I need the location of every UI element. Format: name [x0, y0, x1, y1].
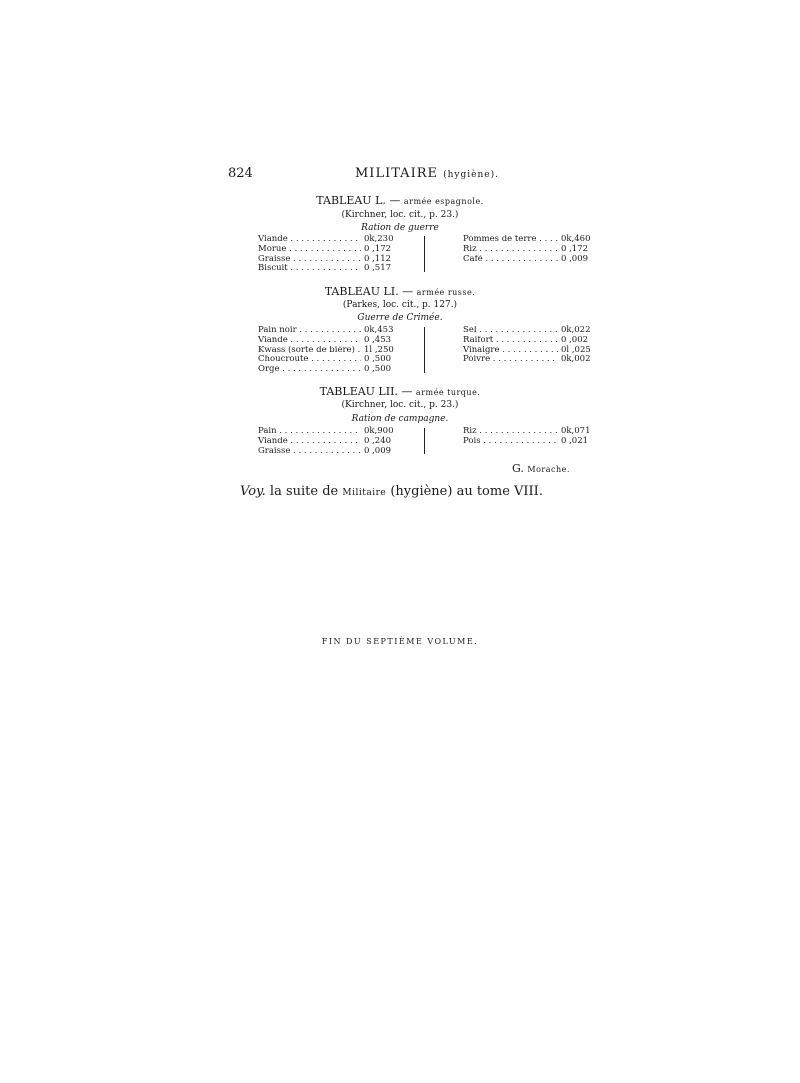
table-left-column: [258, 235, 398, 274]
voy-smallcaps: Militaire: [342, 488, 387, 498]
item-value: 0 ,240: [364, 435, 392, 446]
item-name: Riz . . .: [463, 245, 558, 255]
voy-text: la suite de: [265, 484, 343, 499]
item-value: 0 ,453: [364, 334, 392, 345]
item-name: Café . . .: [463, 255, 558, 265]
table-left-column: [258, 326, 398, 375]
item-value: 0 ,172: [364, 243, 392, 254]
item-value: 0k,460: [561, 234, 591, 244]
item-value: 0k,071: [561, 426, 591, 436]
item-value: 0 ,517: [364, 263, 392, 274]
item-name: Biscuit . . .: [258, 264, 361, 274]
item-name: Sel . . .: [463, 326, 558, 336]
item-name: Kwass (sorte de bière) . . .: [258, 346, 361, 356]
item-name: Pommes de terre . . .: [463, 235, 558, 245]
running-head: [355, 166, 499, 181]
item-name: Riz . . .: [463, 427, 558, 437]
author-signature: [512, 462, 570, 475]
table-subtitle: Guerre de Crimée.: [357, 313, 443, 323]
item-value: 0 ,009: [364, 445, 392, 456]
item-name: Graisse . . .: [258, 255, 361, 265]
item-value: 0 ,172: [561, 243, 589, 254]
item-value: 0 ,009: [561, 253, 589, 264]
table-army: armée turque.: [415, 388, 481, 397]
item-name: Pois . . .: [463, 437, 558, 447]
item-name: Viande . . .: [258, 437, 361, 447]
table-row: [463, 437, 595, 447]
table-number: TABLEAU LII. —: [319, 385, 413, 398]
item-name: Vinaigre . . .: [463, 346, 558, 356]
item-name: Poivre . . .: [463, 355, 558, 365]
voy-prefix: Voy.: [240, 484, 266, 499]
item-name: Pain noir . . .: [258, 326, 361, 336]
table-subtitle: Ration de campagne.: [351, 414, 449, 424]
voy-text-end: (hygiène) au tome VIII.: [386, 484, 543, 499]
item-value: 0 ,500: [364, 354, 392, 365]
item-value: 0l ,025: [561, 344, 591, 355]
item-value: 0 ,002: [561, 334, 589, 345]
running-head-subtitle: (hygiène).: [443, 170, 499, 180]
item-name: Orge . . .: [258, 365, 361, 375]
table-right-column: [463, 235, 595, 264]
table-title: [0, 385, 800, 398]
cross-reference: [240, 484, 543, 499]
item-value: 0k,230: [364, 234, 394, 244]
table-right-column: [463, 326, 595, 365]
item-value: 0k,900: [364, 426, 394, 436]
running-head-title: MILITAIRE: [355, 166, 438, 181]
table-subtitle: Ration de guerre: [361, 223, 439, 233]
table-row: [463, 355, 595, 365]
page-number: 824: [228, 166, 253, 181]
item-name: Pain . . .: [258, 427, 361, 437]
item-name: Viande . . .: [258, 336, 361, 346]
table-row: [258, 365, 398, 375]
table-row: [258, 264, 398, 274]
table-right-column: [463, 427, 595, 447]
item-value: 0 ,112: [364, 253, 392, 264]
item-value: 0k,453: [364, 325, 394, 335]
table-title: [0, 194, 800, 207]
item-name: Choucroute . . .: [258, 355, 361, 365]
item-name: Morue . . .: [258, 245, 361, 255]
item-name: Raifort . . .: [463, 336, 558, 346]
column-divider: [424, 236, 425, 272]
table-army: armée russe.: [416, 288, 476, 297]
item-value: 0 ,500: [364, 364, 392, 375]
table-number: TABLEAU LI. —: [324, 285, 414, 298]
item-value: 0k,022: [561, 325, 591, 335]
signature-name: Morache.: [527, 465, 570, 474]
table-army: armée espagnole.: [403, 197, 484, 206]
item-value: 0 ,021: [561, 435, 589, 446]
table-row: [258, 447, 398, 457]
table-number: TABLEAU L. —: [316, 194, 401, 207]
item-name: Viande . . .: [258, 235, 361, 245]
table-source: (Parkes, loc. cit., p. 127.): [342, 300, 458, 310]
table-left-column: [258, 427, 398, 456]
item-name: Graisse . . .: [258, 447, 361, 457]
end-of-volume: FIN DU SEPTIÈME VOLUME.: [321, 637, 479, 646]
item-value: 1l ,250: [364, 344, 394, 355]
table-source: (Kirchner, loc. cit., p. 23.): [341, 400, 459, 410]
column-divider: [424, 428, 425, 454]
table-source: (Kirchner, loc. cit., p. 23.): [341, 210, 459, 220]
table-title: [0, 285, 800, 298]
table-row: [463, 255, 595, 265]
signature-initial: G.: [512, 462, 524, 475]
item-value: 0k,002: [561, 354, 591, 365]
column-divider: [424, 327, 425, 373]
